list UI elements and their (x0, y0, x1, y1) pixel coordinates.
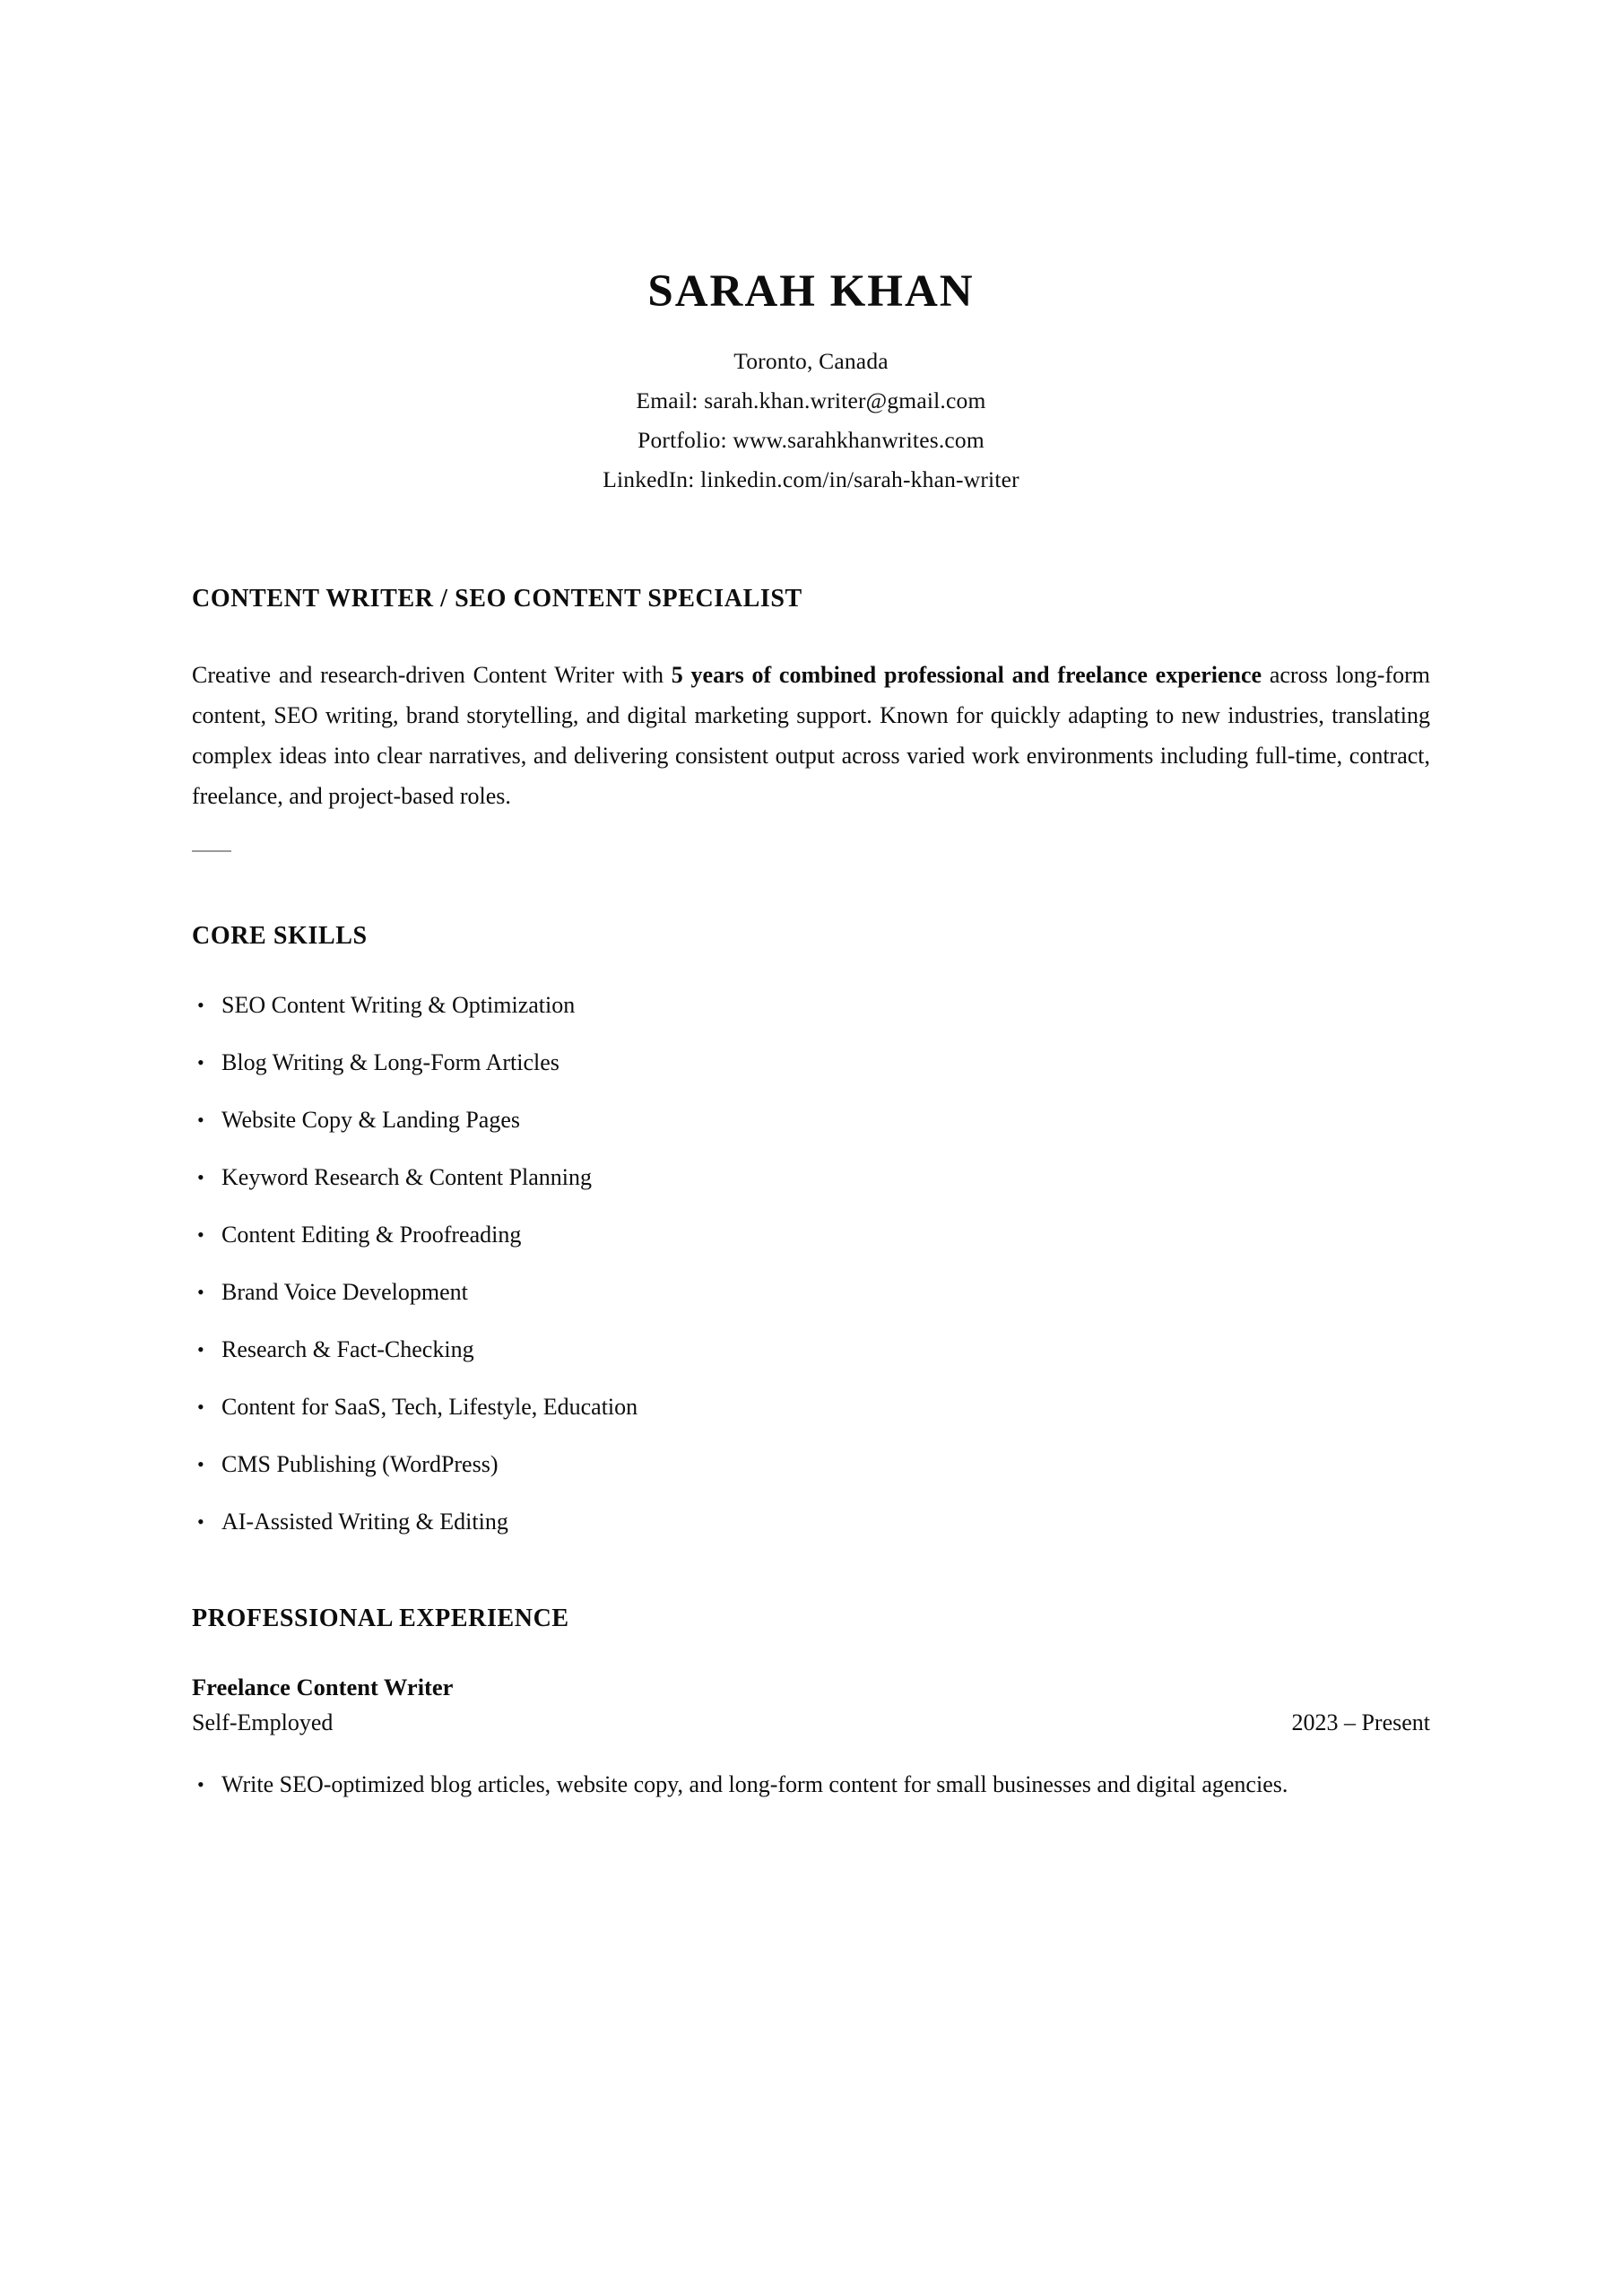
job-employer: Self-Employed (192, 1709, 334, 1735)
contact-email: Email: sarah.khan.writer@gmail.com (636, 387, 986, 413)
core-skills-section (192, 922, 1430, 1542)
candidate-name: SARAH KHAN (647, 266, 975, 317)
list-item: • Brand Voice Development (192, 1272, 1430, 1312)
job-title: Freelance Content Writer (192, 1674, 454, 1700)
core-skills-list (192, 985, 1430, 1542)
experience-entry (192, 1669, 1430, 1805)
job-meta (192, 1705, 1430, 1741)
job-responsibilities-list (192, 1764, 1430, 1805)
list-item: • Content for SaaS, Tech, Lifestyle, Education (192, 1387, 1430, 1427)
summary-part-1: Creative and research-driven Content Writer with (192, 662, 672, 688)
resume-header (192, 266, 1430, 500)
professional-headline: CONTENT WRITER / SEO CONTENT SPECIALIST (192, 585, 802, 613)
core-skills-title: CORE SKILLS (192, 922, 368, 950)
experience-title: PROFESSIONAL EXPERIENCE (192, 1605, 569, 1632)
list-item: • Keyword Research & Content Planning (192, 1157, 1430, 1197)
experience-section (192, 1605, 1430, 1805)
list-item: • Content Editing & Proofreading (192, 1214, 1430, 1255)
list-item: • Website Copy & Landing Pages (192, 1100, 1430, 1140)
list-item: • Blog Writing & Long-Form Articles (192, 1042, 1430, 1083)
contact-location: Toronto, Canada (733, 348, 889, 374)
section-divider-rule (192, 850, 231, 852)
list-item: • SEO Content Writing & Optimization (192, 985, 1430, 1025)
contact-portfolio: Portfolio: www.sarahkhanwrites.com (638, 427, 984, 453)
professional-summary (192, 655, 1430, 816)
summary-highlight: 5 years of combined professional and freelance experience (671, 662, 1262, 688)
job-dates: 2023 – Present (1291, 1709, 1430, 1735)
list-item: • Write SEO-optimized blog articles, website copy, and long-form content for small businesses and digital agencies. (192, 1764, 1430, 1805)
contact-linkedin: LinkedIn: linkedin.com/in/sarah-khan-writer (603, 466, 1019, 492)
list-item: • AI-Assisted Writing & Editing (192, 1501, 1430, 1542)
list-item: • Research & Fact-Checking (192, 1329, 1430, 1370)
list-item: • CMS Publishing (WordPress) (192, 1444, 1430, 1484)
summary-part-2: across long-form content, SEO writing, brand storytelling, and digital marketing support. Known for quickly adapting to new industries, translating complex ideas into clear narratives, and delivering consistent output across varied work environments including full-time, contract, freelance, and project-based roles. (192, 662, 1431, 809)
